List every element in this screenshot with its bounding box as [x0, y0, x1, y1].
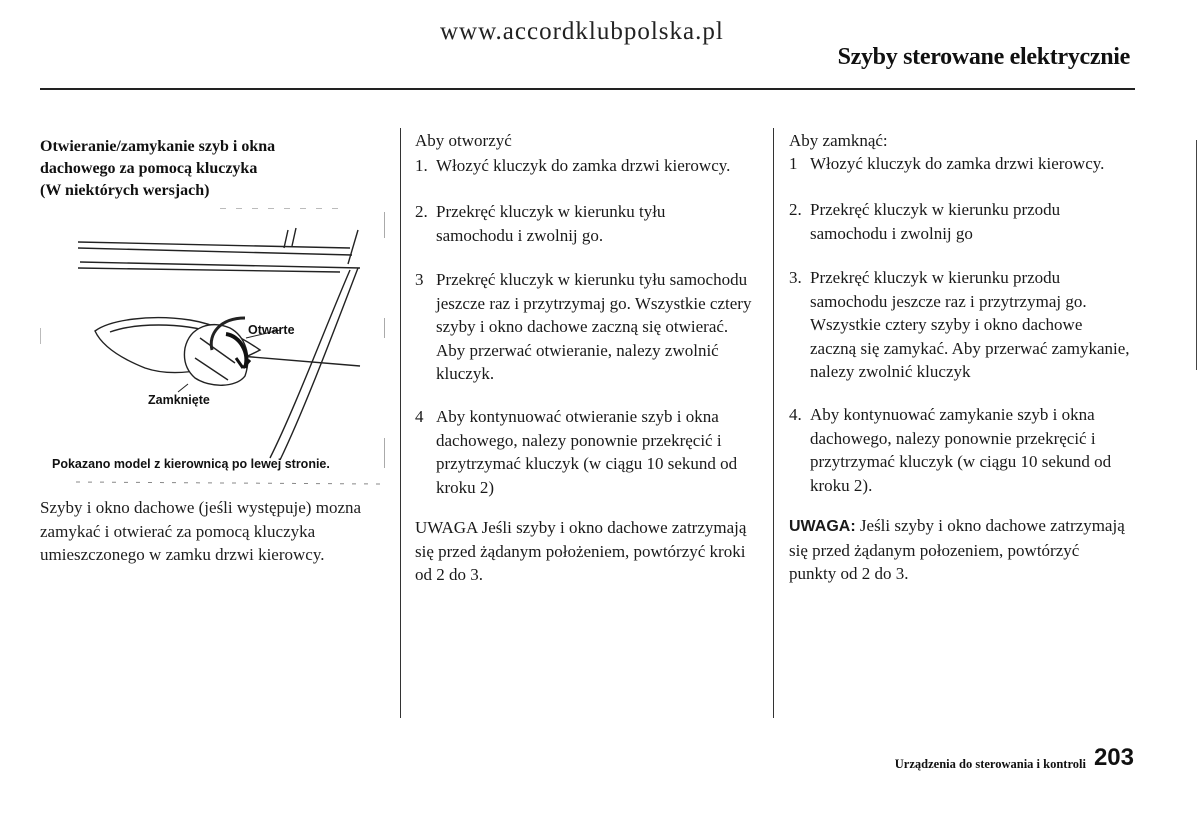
open-note: [415, 516, 755, 587]
step-text: Przekręć kluczyk w kierunku tyłu samochodu jeszcze raz i przytrzymaj go. Wszystkie cztery szyby i okno dachowe zaczną się otwierać. Aby przerwać otwieranie, nalezy zwolnić kluczyk.: [436, 270, 752, 383]
step-number: 3: [415, 270, 424, 289]
note-text: Jeśli szyby i okno dachowe zatrzymają się przed żądanym połozeniem, powtórzyć punkty od 2 do 3.: [789, 516, 1125, 583]
step-text: Aby kontynuować zamykanie szyb i okna dachowego, nalezy ponownie przekręcić i przytrzymać kluczyk (w ciągu 10 sekund od kroku 2).: [810, 405, 1112, 495]
site-url: www.accordklubpolska.pl: [440, 18, 724, 45]
heading-line: dachowego za pomocą kluczyka: [40, 160, 258, 177]
door-lock-illustration: [40, 208, 385, 488]
page-number: 203: [1093, 744, 1134, 771]
door-lock-drawing: [40, 208, 385, 488]
note-label: UWAGA: [415, 518, 478, 537]
column-divider-1: [400, 128, 401, 718]
step-text: Przekręć kluczyk w kierunku przodu samochodu i zwolnij go: [810, 200, 1061, 243]
chapter-footer: Urządzenia do sterowania i kontroli: [894, 757, 1086, 771]
note-text: Jeśli szyby i okno dachowe zatrzymają się przed żądanym położeniem, powtórzyć kroki od 2 do 3.: [415, 518, 747, 584]
step-text: Włozyć kluczyk do zamka drzwi kierowcy.: [436, 156, 731, 175]
figure-label-closed: Zamknięte: [148, 393, 210, 407]
step-text: Przekręć kluczyk w kierunku przodu samochodu jeszcze raz i przytrzymaj go. Wszystkie cztery szyby i okno dachowe zaczną się zamykać. Aby przerwać zamykanie, nalezy zwolnić kluczyk: [810, 268, 1130, 381]
note-label: UWAGA:: [789, 518, 856, 535]
section-title: Szyby sterowane elektrycznie: [837, 44, 1130, 70]
step-text: Aby kontynuować otwieranie szyb i okna dachowego, nalezy ponownie przekręcić i przytrzymać kluczyk (w ciągu 10 sekund od kroku 2): [436, 407, 738, 497]
step-number: 1.: [415, 156, 428, 175]
figure-label-open: Otwarte: [248, 323, 295, 337]
step-number: 3.: [789, 268, 802, 287]
step-number: 2.: [789, 200, 802, 219]
open-intro: Aby otworzyć: [415, 131, 512, 150]
procedure-heading: [40, 136, 370, 202]
header-rule: [40, 88, 1135, 90]
page-edge-mark: [1196, 140, 1197, 370]
column-divider-2: [773, 128, 774, 718]
close-intro: Aby zamknąć:: [789, 131, 888, 150]
step-number: 4.: [789, 405, 802, 424]
heading-line: (W niektórych wersjach): [40, 182, 210, 199]
step-number: 1: [789, 154, 798, 173]
step-text: Włozyć kluczyk do zamka drzwi kierowcy.: [810, 154, 1105, 173]
intro-paragraph: Szyby i okno dachowe (jeśli występuje) mozna zamykać i otwierać za pomocą kluczyka umieszczonego w zamku drzwi kierowcy.: [40, 498, 362, 564]
step-number: 2.: [415, 202, 428, 221]
step-text: Przekręć kluczyk w kierunku tyłu samochodu i zwolnij go.: [436, 202, 666, 245]
close-note: [789, 514, 1129, 586]
step-number: 4: [415, 407, 424, 426]
figure-caption: Pokazano model z kierownicą po lewej stronie.: [52, 457, 330, 471]
heading-line: Otwieranie/zamykanie szyb i okna: [40, 138, 276, 155]
